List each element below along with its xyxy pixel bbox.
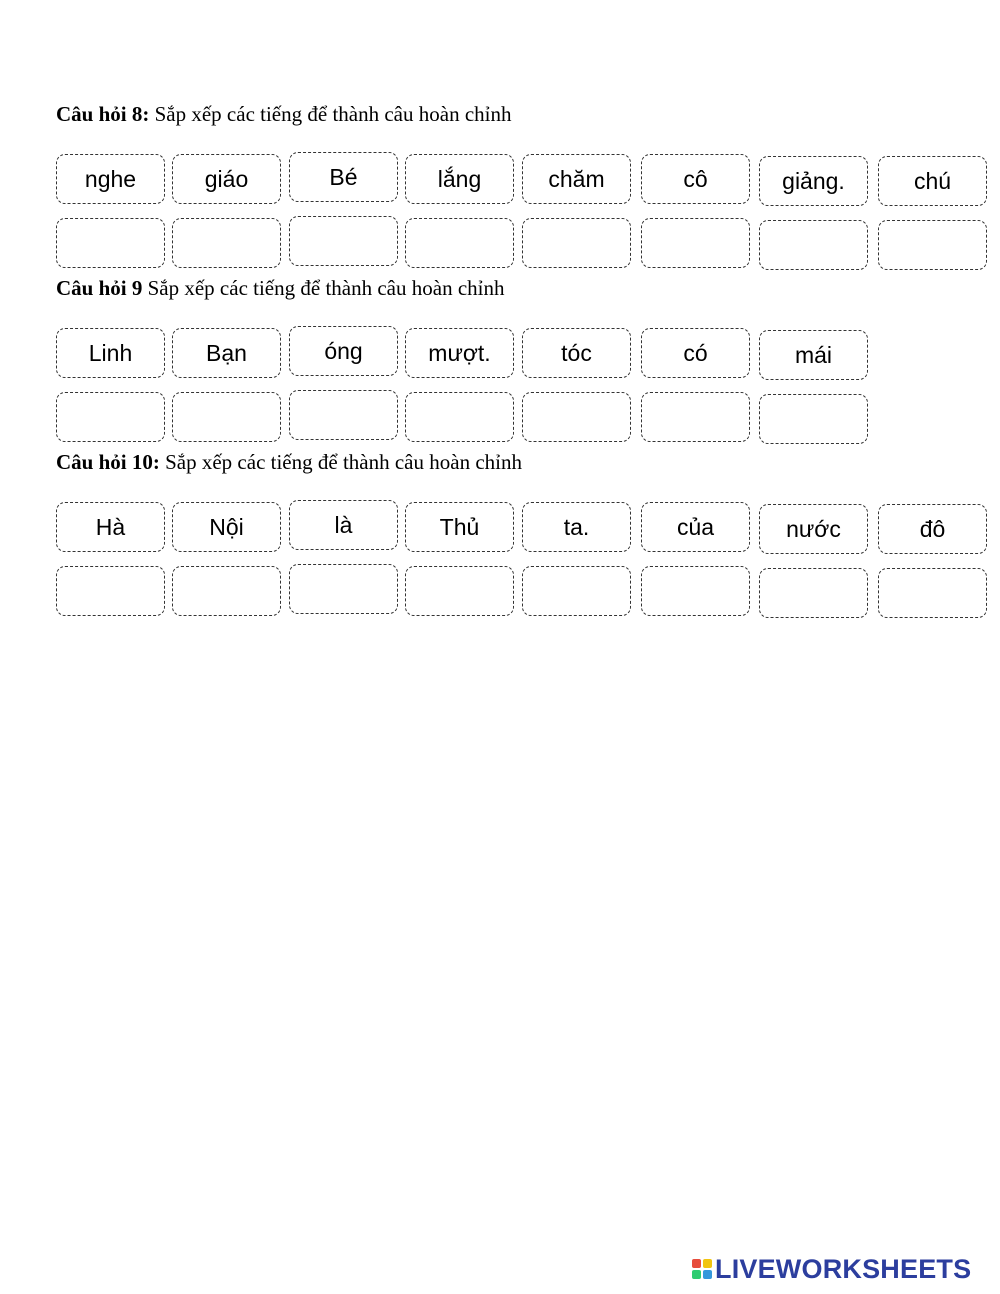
word-label: lắng — [437, 165, 482, 192]
logo-square — [692, 1270, 701, 1279]
word-label: Linh — [88, 339, 133, 366]
answer-slot[interactable] — [878, 568, 987, 618]
logo-square — [692, 1259, 701, 1268]
word-tile[interactable] — [522, 154, 631, 204]
answer-row — [0, 218, 1000, 270]
answer-slot[interactable] — [56, 392, 165, 442]
answer-slot[interactable] — [405, 392, 514, 442]
word-tile[interactable] — [405, 502, 514, 552]
answer-slot[interactable] — [641, 566, 750, 616]
answer-row — [0, 566, 1000, 618]
word-tile[interactable] — [522, 328, 631, 378]
word-tile[interactable] — [405, 328, 514, 378]
word-tile[interactable] — [759, 504, 868, 554]
logo-text: LIVEWORKSHEETS — [715, 1253, 972, 1284]
word-label: giáo — [204, 165, 249, 192]
word-tile[interactable] — [759, 156, 868, 206]
word-bank-row — [0, 328, 1000, 380]
answer-slot[interactable] — [405, 218, 514, 268]
word-label: tóc — [561, 339, 592, 366]
answer-slot[interactable] — [878, 220, 987, 270]
answer-slot[interactable] — [289, 216, 398, 266]
question-instruction: Sắp xếp các tiếng để thành câu hoàn chỉnh — [149, 102, 512, 126]
word-tile[interactable] — [289, 326, 398, 376]
word-label: chú — [913, 167, 952, 194]
word-tile[interactable] — [641, 328, 750, 378]
answer-slot[interactable] — [289, 390, 398, 440]
answer-slot[interactable] — [522, 392, 631, 442]
answer-row — [0, 392, 1000, 444]
word-tile[interactable] — [878, 156, 987, 206]
answer-slot[interactable] — [522, 566, 631, 616]
word-label: mái — [794, 341, 833, 368]
answer-slot[interactable] — [405, 566, 514, 616]
word-tile[interactable] — [56, 328, 165, 378]
answer-slot[interactable] — [641, 218, 750, 268]
word-label: Thủ — [439, 513, 480, 540]
answer-slot[interactable] — [172, 566, 281, 616]
word-tile[interactable] — [405, 154, 514, 204]
word-tile[interactable] — [641, 502, 750, 552]
word-tile[interactable] — [878, 504, 987, 554]
word-tile[interactable] — [56, 502, 165, 552]
word-label: Bạn — [206, 339, 247, 366]
logo-square — [703, 1259, 712, 1268]
answer-slot[interactable] — [759, 568, 868, 618]
word-label: óng — [324, 337, 363, 364]
question-instruction: Sắp xếp các tiếng để thành câu hoàn chỉnh — [142, 276, 505, 300]
word-tile[interactable] — [56, 154, 165, 204]
word-label: mượt. — [428, 339, 491, 366]
question-instruction: Sắp xếp các tiếng để thành câu hoàn chỉnh — [159, 450, 522, 474]
answer-slot[interactable] — [172, 392, 281, 442]
answer-slot[interactable] — [56, 218, 165, 268]
word-bank-row — [0, 154, 1000, 206]
logo-icon — [692, 1259, 712, 1279]
answer-slot[interactable] — [522, 218, 631, 268]
question-9-title — [56, 276, 504, 301]
word-label: nước — [786, 515, 841, 542]
word-tile[interactable] — [172, 328, 281, 378]
answer-slot[interactable] — [759, 394, 868, 444]
question-label: Câu hỏi 8: — [56, 102, 150, 126]
word-label: đô — [919, 515, 946, 542]
word-label: Nội — [209, 513, 244, 540]
answer-slot[interactable] — [56, 566, 165, 616]
word-tile[interactable] — [289, 152, 398, 202]
logo-square — [703, 1270, 712, 1279]
word-tile[interactable] — [641, 154, 750, 204]
question-label: Câu hỏi 10: — [56, 450, 160, 474]
answer-slot[interactable] — [172, 218, 281, 268]
word-label: ta. — [563, 513, 590, 540]
word-label: Bé — [329, 163, 358, 190]
answer-slot[interactable] — [289, 564, 398, 614]
word-label: cô — [683, 165, 708, 192]
word-label: của — [676, 513, 715, 540]
answer-slot[interactable] — [641, 392, 750, 442]
question-10-title — [56, 450, 522, 475]
word-label: giảng. — [782, 167, 845, 194]
answer-slot[interactable] — [759, 220, 868, 270]
liveworksheets-logo — [692, 1252, 971, 1286]
question-label: Câu hỏi 9 — [56, 276, 143, 300]
word-label: là — [334, 511, 353, 538]
word-label: Hà — [95, 513, 126, 540]
word-label: chăm — [548, 165, 605, 192]
word-tile[interactable] — [522, 502, 631, 552]
word-tile[interactable] — [759, 330, 868, 380]
word-tile[interactable] — [172, 502, 281, 552]
question-8-title — [56, 102, 511, 127]
word-tile[interactable] — [172, 154, 281, 204]
word-bank-row — [0, 502, 1000, 554]
word-label: nghe — [84, 165, 137, 192]
word-label: có — [683, 339, 708, 366]
word-tile[interactable] — [289, 500, 398, 550]
